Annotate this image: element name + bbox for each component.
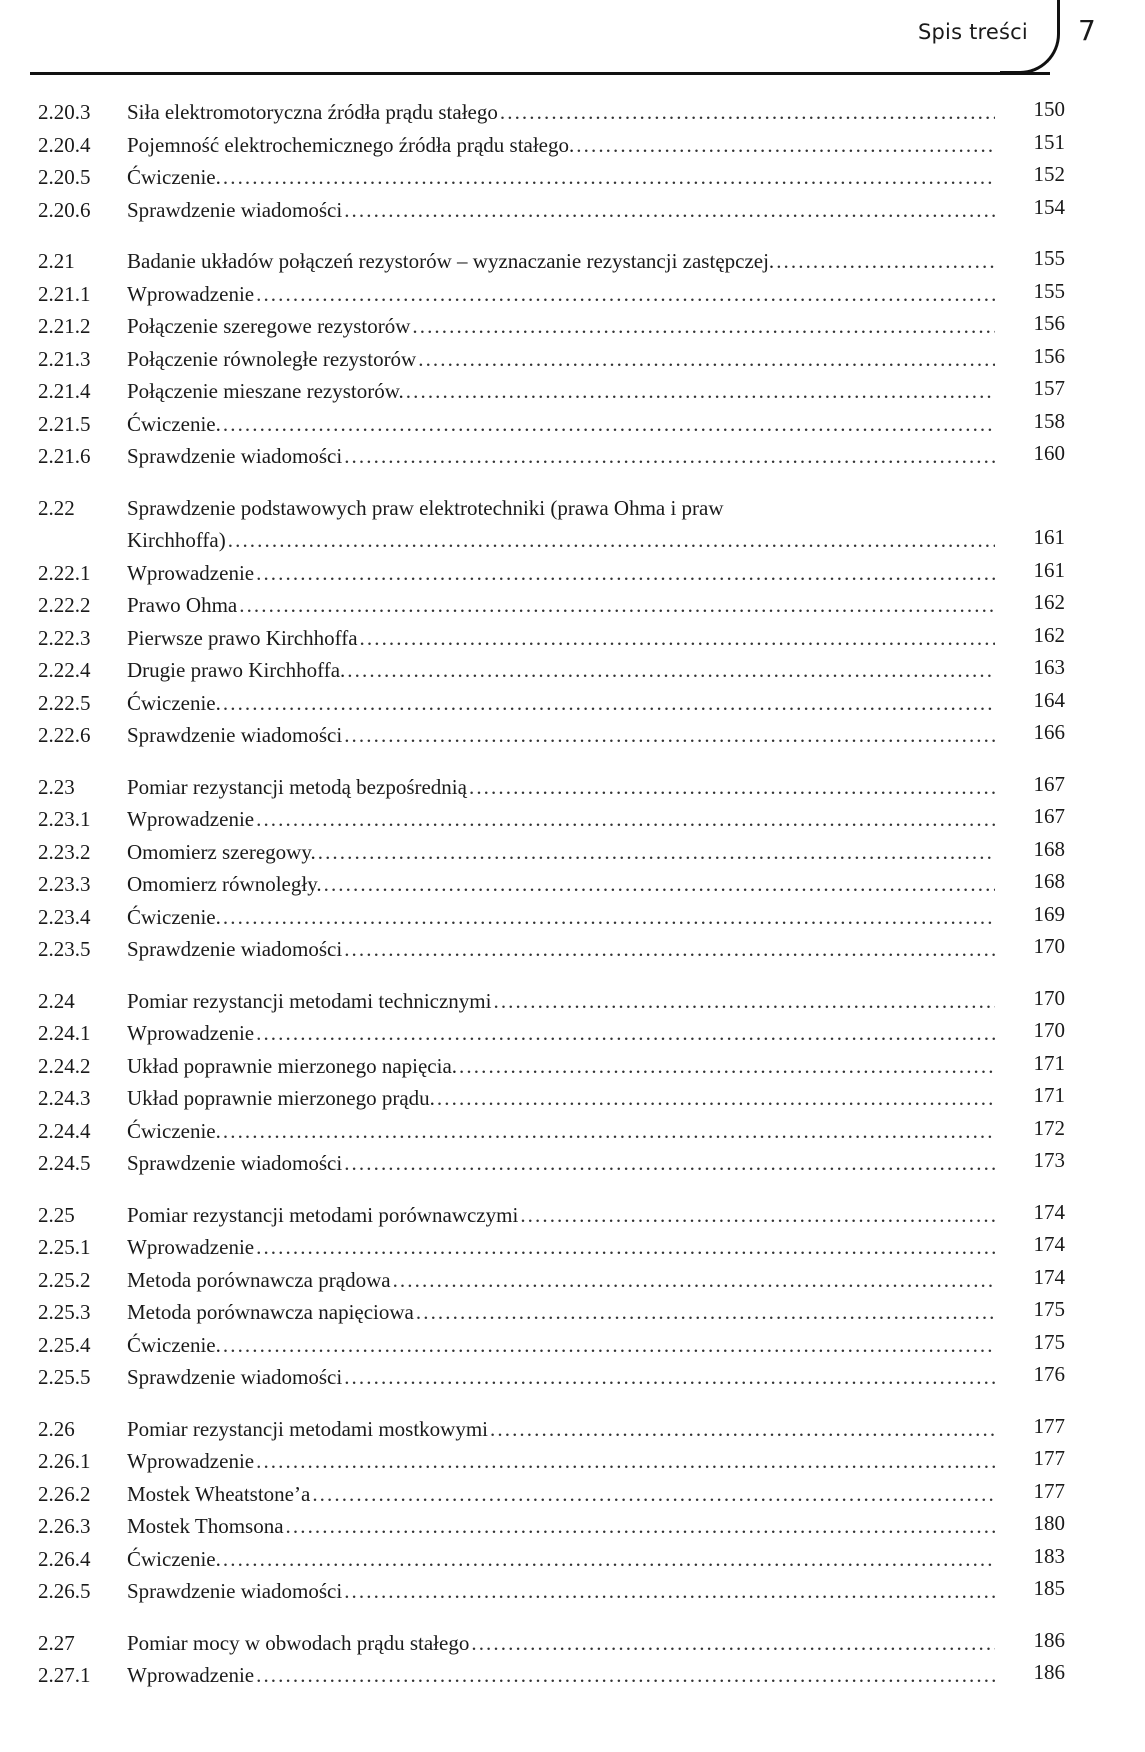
dot-leader (342, 194, 995, 227)
entry-title: Połączenie mieszane rezystorów. (127, 379, 404, 403)
entry-number: 2.22.5 (38, 690, 91, 715)
entry-number: 2.21 (38, 249, 75, 273)
entry-number: 2.25.3 (38, 1300, 91, 1324)
entry-number: 2.22.4 (38, 658, 91, 682)
dot-leader (358, 622, 995, 655)
entry-page: 173 (1033, 1148, 1065, 1172)
entry-page: 150 (1033, 97, 1065, 121)
dot-leader (221, 408, 995, 441)
toc-entry[interactable] (0, 1361, 1145, 1394)
toc-entry[interactable] (0, 836, 1145, 869)
toc-group-2-21 (0, 245, 1145, 473)
entry-number: 2.26 (38, 1416, 75, 1441)
entry-page: 161 (1033, 525, 1065, 549)
entry-page: 155 (1033, 246, 1065, 270)
toc-group-2-26 (0, 1413, 1145, 1608)
dot-leader (254, 803, 995, 836)
dot-leader (518, 1199, 995, 1232)
toc-entry[interactable] (0, 343, 1145, 376)
dot-leader (221, 1543, 995, 1576)
entry-number: 2.26.3 (38, 1514, 91, 1538)
dot-leader (774, 245, 995, 278)
entry-number: 2.21.5 (38, 411, 91, 436)
entry-title: Pomiar rezystancji metodami technicznymi (127, 988, 492, 1013)
dot-leader (254, 557, 995, 590)
entry-number: 2.24.4 (38, 1118, 91, 1143)
entry-title: Połączenie szeregowe rezystorów (127, 314, 411, 338)
entry-number: 2.22.2 (38, 593, 91, 617)
toc-entry[interactable] (0, 803, 1145, 836)
entry-page: 152 (1033, 162, 1065, 186)
dot-leader (310, 1478, 995, 1511)
dot-leader (467, 771, 995, 804)
toc-entry[interactable] (0, 194, 1145, 227)
entry-title: Pojemność elektrochemicznego źródła prądu stałego. (127, 132, 575, 157)
entry-title: Wprowadzenie (127, 1663, 255, 1687)
toc-entry[interactable] (0, 687, 1145, 720)
running-title: Spis treści (918, 20, 1028, 44)
entry-title: Sprawdzenie wiadomości (127, 1151, 343, 1175)
entry-title: Pomiar rezystancji metodami porównawczymi (127, 1202, 519, 1227)
toc-group-2-23 (0, 771, 1145, 966)
entry-page: 185 (1033, 1576, 1065, 1600)
toc-entry[interactable] (0, 1575, 1145, 1608)
entry-title: Metoda porównawcza prądowa (127, 1267, 391, 1292)
toc-entry[interactable] (0, 868, 1145, 901)
toc-entry[interactable] (0, 1543, 1145, 1576)
dot-leader (221, 1329, 995, 1362)
entry-page: 170 (1033, 985, 1065, 1010)
entry-number: 2.23 (38, 774, 75, 799)
entry-page: 160 (1033, 441, 1065, 465)
entry-title: Sprawdzenie wiadomości (127, 444, 343, 468)
page-number: 7 (1078, 14, 1096, 47)
dot-leader (345, 654, 995, 687)
entry-title: Wprowadzenie (127, 807, 255, 831)
toc-entry[interactable] (0, 1296, 1145, 1329)
entry-title: Wprowadzenie (127, 1235, 255, 1259)
entry-number: 2.22.1 (38, 560, 91, 585)
toc-entry-heading-line2[interactable] (0, 524, 1145, 557)
entry-number: 2.23.3 (38, 872, 91, 896)
entry-page: 171 (1033, 1050, 1065, 1075)
entry-page: 175 (1033, 1297, 1065, 1321)
entry-title: Sprawdzenie wiadomości (127, 1365, 343, 1389)
toc-group-2-24 (0, 985, 1145, 1180)
entry-number: 2.22 (38, 495, 75, 520)
toc-group-2-22 (0, 492, 1145, 752)
toc-entry[interactable] (0, 440, 1145, 473)
toc-entry[interactable] (0, 1147, 1145, 1180)
dot-leader (457, 1050, 995, 1083)
entry-number: 2.25 (38, 1202, 75, 1227)
entry-page: 180 (1033, 1511, 1065, 1535)
entry-title: Ćwiczenie. (127, 904, 221, 929)
toc-group-2-27 (0, 1627, 1145, 1692)
dot-leader (254, 1017, 995, 1050)
dot-leader (254, 1231, 995, 1264)
dot-leader (322, 868, 995, 901)
entry-page: 177 (1033, 1446, 1065, 1470)
entry-page: 168 (1033, 869, 1065, 893)
toc-entry[interactable] (0, 589, 1145, 622)
dot-leader (254, 1659, 995, 1692)
entry-title: Siła elektromotoryczna źródła prądu stałego (127, 100, 498, 124)
entry-page: 154 (1033, 194, 1065, 219)
entry-page: 174 (1033, 1199, 1065, 1224)
entry-number: 2.25.4 (38, 1332, 91, 1357)
entry-page: 163 (1033, 655, 1065, 679)
toc-entry[interactable] (0, 622, 1145, 655)
entry-number: 2.21.6 (38, 444, 91, 468)
dot-leader (435, 1082, 995, 1115)
entry-page: 166 (1033, 720, 1065, 744)
entry-page: 171 (1033, 1083, 1065, 1107)
entry-title: Wprowadzenie (127, 560, 255, 585)
toc-entry[interactable] (0, 1017, 1145, 1050)
entry-page: 170 (1033, 934, 1065, 958)
toc-entry[interactable] (0, 1115, 1145, 1148)
dot-leader (342, 440, 995, 473)
entry-number: 2.25.2 (38, 1267, 91, 1292)
dot-leader (221, 687, 995, 720)
entry-page: 176 (1033, 1362, 1065, 1386)
entry-title: Układ poprawnie mierzonego napięcia. (127, 1053, 458, 1078)
dot-leader (237, 589, 995, 622)
entry-title: Połączenie równoległe rezystorów (127, 346, 417, 371)
entry-page: 161 (1033, 557, 1065, 582)
dot-leader (469, 1627, 995, 1660)
entry-page: 175 (1033, 1329, 1065, 1354)
dot-leader (391, 1264, 995, 1297)
entry-page: 164 (1033, 687, 1065, 712)
toc-entry[interactable] (0, 1413, 1145, 1446)
toc-entry[interactable] (0, 408, 1145, 441)
entry-title: Sprawdzenie wiadomości (127, 937, 343, 961)
toc-entry[interactable] (0, 1264, 1145, 1297)
toc-entry[interactable] (0, 161, 1145, 194)
entry-title: Ćwiczenie. (127, 165, 221, 189)
toc-entry[interactable] (0, 1199, 1145, 1232)
entry-number: 2.20.4 (38, 132, 91, 157)
entry-page: 155 (1033, 278, 1065, 303)
dot-leader (342, 933, 995, 966)
toc-entry[interactable] (0, 375, 1145, 408)
entry-page: 169 (1033, 901, 1065, 926)
entry-page: 168 (1033, 836, 1065, 861)
entry-number: 2.23.5 (38, 937, 91, 961)
toc-entry[interactable] (0, 1627, 1145, 1660)
dot-leader (491, 985, 995, 1018)
entry-number: 2.24 (38, 988, 75, 1013)
dot-leader (416, 343, 995, 376)
entry-page: 183 (1033, 1543, 1065, 1568)
entry-page: 157 (1033, 376, 1065, 400)
entry-page: 156 (1033, 311, 1065, 335)
entry-page: 186 (1033, 1627, 1065, 1652)
toc-entry[interactable] (0, 1231, 1145, 1264)
entry-page: 170 (1033, 1018, 1065, 1042)
entry-number: 2.24.1 (38, 1021, 91, 1045)
entry-title: Ćwiczenie. (127, 1546, 221, 1571)
dot-leader (342, 1361, 995, 1394)
entry-title: Wprowadzenie (127, 1449, 255, 1473)
entry-title: Wprowadzenie (127, 281, 255, 306)
entry-title: Pomiar rezystancji metodami mostkowymi (127, 1416, 489, 1441)
entry-title: Sprawdzenie wiadomości (127, 197, 343, 222)
entry-number: 2.26.2 (38, 1481, 91, 1506)
entry-title: Mostek Wheatstone’a (127, 1481, 311, 1506)
toc-entry[interactable] (0, 933, 1145, 966)
toc-entry[interactable] (0, 1329, 1145, 1362)
dot-leader (221, 1115, 995, 1148)
entry-page: 177 (1033, 1478, 1065, 1503)
entry-page: 167 (1033, 771, 1065, 796)
entry-number: 2.26.1 (38, 1449, 91, 1473)
entry-number: 2.24.5 (38, 1151, 91, 1175)
entry-number: 2.20.3 (38, 100, 91, 124)
entry-number: 2.22.6 (38, 723, 91, 747)
toc-entry[interactable] (0, 245, 1145, 278)
toc-entry[interactable] (0, 719, 1145, 752)
entry-number: 2.24.2 (38, 1053, 91, 1078)
entry-number: 2.21.2 (38, 314, 91, 338)
entry-number: 2.23.4 (38, 904, 91, 929)
page-header (0, 0, 1145, 90)
toc-entry[interactable] (0, 901, 1145, 934)
toc-entry[interactable] (0, 1478, 1145, 1511)
dot-leader (410, 310, 995, 343)
entry-page: 186 (1033, 1660, 1065, 1684)
table-of-contents (0, 96, 1145, 1711)
entry-number: 2.25.1 (38, 1235, 91, 1259)
entry-number: 2.20.5 (38, 165, 91, 189)
entry-page: 151 (1033, 129, 1065, 154)
toc-entry-heading-line1[interactable] (0, 492, 1145, 525)
entry-number: 2.21.4 (38, 379, 91, 403)
entry-title: Sprawdzenie wiadomości (127, 723, 343, 747)
toc-entry[interactable] (0, 1510, 1145, 1543)
entry-title-line1: Sprawdzenie podstawowych praw elektrotechniki (prawa Ohma i praw (127, 495, 724, 520)
entry-number: 2.27 (38, 1630, 75, 1655)
entry-number: 2.24.3 (38, 1086, 91, 1110)
toc-entry[interactable] (0, 1659, 1145, 1692)
dot-leader (498, 96, 995, 129)
dot-leader (414, 1296, 995, 1329)
entry-title: Ćwiczenie. (127, 1332, 221, 1357)
entry-title: Wprowadzenie (127, 1021, 255, 1045)
dot-leader (316, 836, 995, 869)
dot-leader (221, 161, 995, 194)
toc-entry[interactable] (0, 1445, 1145, 1478)
entry-page: 167 (1033, 804, 1065, 828)
dot-leader (342, 1147, 995, 1180)
toc-entry[interactable] (0, 310, 1145, 343)
entry-number: 2.27.1 (38, 1663, 91, 1687)
toc-group-2-20 (0, 96, 1145, 226)
toc-entry[interactable] (0, 557, 1145, 590)
dot-leader (488, 1413, 995, 1446)
toc-entry[interactable] (0, 129, 1145, 162)
dot-leader (254, 1445, 995, 1478)
dot-leader (342, 1575, 995, 1608)
entry-number: 2.26.5 (38, 1579, 91, 1603)
entry-title: Ćwiczenie. (127, 411, 221, 436)
entry-page: 162 (1033, 622, 1065, 647)
toc-entry[interactable] (0, 771, 1145, 804)
entry-number: 2.25.5 (38, 1365, 91, 1389)
toc-entry[interactable] (0, 1050, 1145, 1083)
toc-entry[interactable] (0, 278, 1145, 311)
entry-page: 162 (1033, 590, 1065, 614)
dot-leader (404, 375, 995, 408)
entry-page: 174 (1033, 1264, 1065, 1289)
toc-entry[interactable] (0, 96, 1145, 129)
entry-title: Omomierz równoległy. (127, 872, 322, 896)
dot-leader (221, 901, 995, 934)
entry-number: 2.23.2 (38, 839, 91, 864)
entry-title: Układ poprawnie mierzonego prądu. (127, 1086, 435, 1110)
entry-title: Badanie układów połączeń rezystorów – wyznaczanie rezystancji zastępczej. (127, 249, 775, 273)
toc-entry[interactable] (0, 1082, 1145, 1115)
entry-title: Mostek Thomsona (127, 1514, 284, 1538)
dot-leader (284, 1510, 995, 1543)
entry-page: 158 (1033, 408, 1065, 433)
entry-title: Ćwiczenie. (127, 690, 221, 715)
entry-title: Metoda porównawcza napięciowa (127, 1300, 414, 1324)
entry-number: 2.26.4 (38, 1546, 91, 1571)
entry-number: 2.20.6 (38, 197, 91, 222)
entry-title: Drugie prawo Kirchhoffa. (127, 658, 346, 682)
entry-title: Omomierz szeregowy. (127, 839, 316, 864)
entry-title: Pierwsze prawo Kirchhoffa (127, 625, 358, 650)
dot-leader (254, 278, 995, 311)
entry-title: Pomiar mocy w obwodach prądu stałego (127, 1630, 470, 1655)
toc-entry[interactable] (0, 985, 1145, 1018)
entry-title: Prawo Ohma (127, 593, 238, 617)
entry-number: 2.22.3 (38, 625, 91, 650)
entry-number: 2.23.1 (38, 807, 91, 831)
dot-leader (342, 719, 995, 752)
toc-group-2-25 (0, 1199, 1145, 1394)
entry-title: Ćwiczenie. (127, 1118, 221, 1143)
header-rule (30, 72, 1050, 75)
entry-title: Pomiar rezystancji metodą bezpośrednią (127, 774, 467, 799)
dot-leader (226, 524, 995, 557)
entry-number: 2.21.1 (38, 281, 91, 306)
entry-number: 2.21.3 (38, 346, 91, 371)
entry-title-line2: Kirchhoffa) (127, 528, 226, 552)
entry-page: 156 (1033, 343, 1065, 368)
entry-page: 177 (1033, 1413, 1065, 1438)
entry-page: 174 (1033, 1232, 1065, 1256)
entry-page: 172 (1033, 1115, 1065, 1140)
entry-title: Sprawdzenie wiadomości (127, 1579, 343, 1603)
dot-leader (574, 129, 995, 162)
toc-entry[interactable] (0, 654, 1145, 687)
